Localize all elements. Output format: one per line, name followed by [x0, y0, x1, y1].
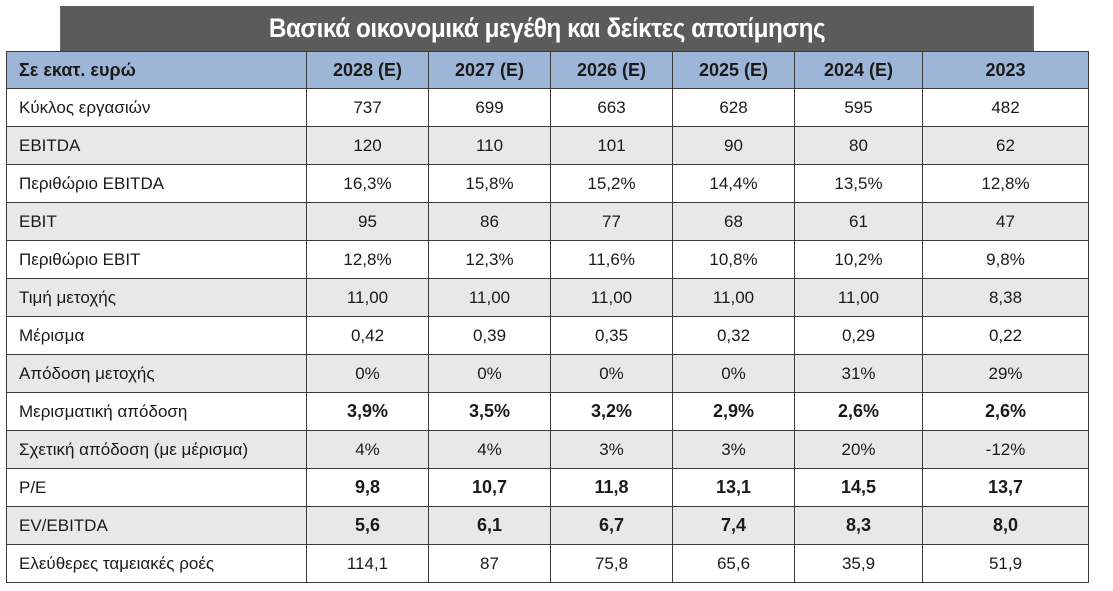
table-row [7, 127, 1089, 165]
value-cell: 16,3% [307, 165, 429, 203]
value-cell: 0,42 [307, 317, 429, 355]
value-cell: 62 [923, 127, 1089, 165]
value-cell: 737 [307, 89, 429, 127]
table-row [7, 241, 1089, 279]
value-cell: 11,00 [795, 279, 923, 317]
value-cell: 114,1 [307, 545, 429, 583]
value-cell: 4% [307, 431, 429, 469]
value-cell: 2,6% [795, 393, 923, 431]
value-cell: 90 [673, 127, 795, 165]
table-row [7, 317, 1089, 355]
value-cell: -12% [923, 431, 1089, 469]
value-cell: 6,7 [551, 507, 673, 545]
table-row [7, 393, 1089, 431]
value-cell: 11,8 [551, 469, 673, 507]
value-cell: 95 [307, 203, 429, 241]
value-cell: 14,4% [673, 165, 795, 203]
value-cell: 0,29 [795, 317, 923, 355]
value-cell: 20% [795, 431, 923, 469]
value-cell: 75,8 [551, 545, 673, 583]
value-cell: 12,8% [923, 165, 1089, 203]
value-cell: 10,2% [795, 241, 923, 279]
header-cell: 2028 (E) [307, 52, 429, 89]
row-label: Ελεύθερες ταμειακές ροές [7, 545, 307, 583]
value-cell: 0% [673, 355, 795, 393]
table-row [7, 507, 1089, 545]
value-cell: 3% [551, 431, 673, 469]
value-cell: 29% [923, 355, 1089, 393]
header-cell: Σε εκατ. ευρώ [7, 52, 307, 89]
value-cell: 10,8% [673, 241, 795, 279]
value-cell: 0% [307, 355, 429, 393]
table-row [7, 279, 1089, 317]
row-label: EV/EBITDA [7, 507, 307, 545]
value-cell: 2,6% [923, 393, 1089, 431]
value-cell: 87 [429, 545, 551, 583]
value-cell: 0% [551, 355, 673, 393]
value-cell: 12,3% [429, 241, 551, 279]
value-cell: 80 [795, 127, 923, 165]
value-cell: 15,2% [551, 165, 673, 203]
value-cell: 0,32 [673, 317, 795, 355]
row-label: Μερισματική απόδοση [7, 393, 307, 431]
row-label: Τιμή μετοχής [7, 279, 307, 317]
value-cell: 4% [429, 431, 551, 469]
value-cell: 628 [673, 89, 795, 127]
table-row [7, 431, 1089, 469]
header-row [7, 52, 1089, 89]
header-cell: 2027 (E) [429, 52, 551, 89]
value-cell: 9,8 [307, 469, 429, 507]
header-cell: 2026 (E) [551, 52, 673, 89]
value-cell: 699 [429, 89, 551, 127]
value-cell: 5,6 [307, 507, 429, 545]
value-cell: 68 [673, 203, 795, 241]
table-row [7, 355, 1089, 393]
table-body [7, 89, 1089, 583]
table-row [7, 469, 1089, 507]
row-label: EBITDA [7, 127, 307, 165]
table-row [7, 545, 1089, 583]
value-cell: 11,00 [429, 279, 551, 317]
value-cell: 110 [429, 127, 551, 165]
header-cell: 2025 (E) [673, 52, 795, 89]
value-cell: 3% [673, 431, 795, 469]
value-cell: 13,7 [923, 469, 1089, 507]
value-cell: 15,8% [429, 165, 551, 203]
value-cell: 3,2% [551, 393, 673, 431]
value-cell: 101 [551, 127, 673, 165]
value-cell: 8,38 [923, 279, 1089, 317]
value-cell: 31% [795, 355, 923, 393]
value-cell: 51,9 [923, 545, 1089, 583]
table-title: Βασικά οικονομικά μεγέθη και δείκτες αποτίμησης [60, 6, 1034, 51]
value-cell: 86 [429, 203, 551, 241]
value-cell: 9,8% [923, 241, 1089, 279]
header-cell: 2023 [923, 52, 1089, 89]
value-cell: 8,3 [795, 507, 923, 545]
value-cell: 6,1 [429, 507, 551, 545]
value-cell: 61 [795, 203, 923, 241]
value-cell: 663 [551, 89, 673, 127]
table-row [7, 203, 1089, 241]
row-label: Μέρισμα [7, 317, 307, 355]
value-cell: 7,4 [673, 507, 795, 545]
value-cell: 47 [923, 203, 1089, 241]
value-cell: 35,9 [795, 545, 923, 583]
value-cell: 13,1 [673, 469, 795, 507]
value-cell: 0,35 [551, 317, 673, 355]
table-row [7, 89, 1089, 127]
value-cell: 0,39 [429, 317, 551, 355]
value-cell: 595 [795, 89, 923, 127]
value-cell: 12,8% [307, 241, 429, 279]
financial-table-figure [6, 6, 1088, 583]
value-cell: 14,5 [795, 469, 923, 507]
row-label: Περιθώριο EBITDA [7, 165, 307, 203]
row-label: Κύκλος εργασιών [7, 89, 307, 127]
value-cell: 10,7 [429, 469, 551, 507]
value-cell: 13,5% [795, 165, 923, 203]
value-cell: 11,00 [551, 279, 673, 317]
value-cell: 0,22 [923, 317, 1089, 355]
source-note [1092, 393, 1106, 585]
value-cell: 11,6% [551, 241, 673, 279]
header-cell: 2024 (E) [795, 52, 923, 89]
financial-table [6, 51, 1089, 583]
value-cell: 77 [551, 203, 673, 241]
value-cell: 0% [429, 355, 551, 393]
row-label: Απόδοση μετοχής [7, 355, 307, 393]
table-row [7, 165, 1089, 203]
row-label: P/E [7, 469, 307, 507]
value-cell: 11,00 [673, 279, 795, 317]
row-label: EBIT [7, 203, 307, 241]
row-label: Περιθώριο EBIT [7, 241, 307, 279]
row-label: Σχετική απόδοση (με μέρισμα) [7, 431, 307, 469]
value-cell: 8,0 [923, 507, 1089, 545]
value-cell: 11,00 [307, 279, 429, 317]
value-cell: 3,5% [429, 393, 551, 431]
value-cell: 3,9% [307, 393, 429, 431]
value-cell: 65,6 [673, 545, 795, 583]
value-cell: 2,9% [673, 393, 795, 431]
value-cell: 120 [307, 127, 429, 165]
value-cell: 482 [923, 89, 1089, 127]
